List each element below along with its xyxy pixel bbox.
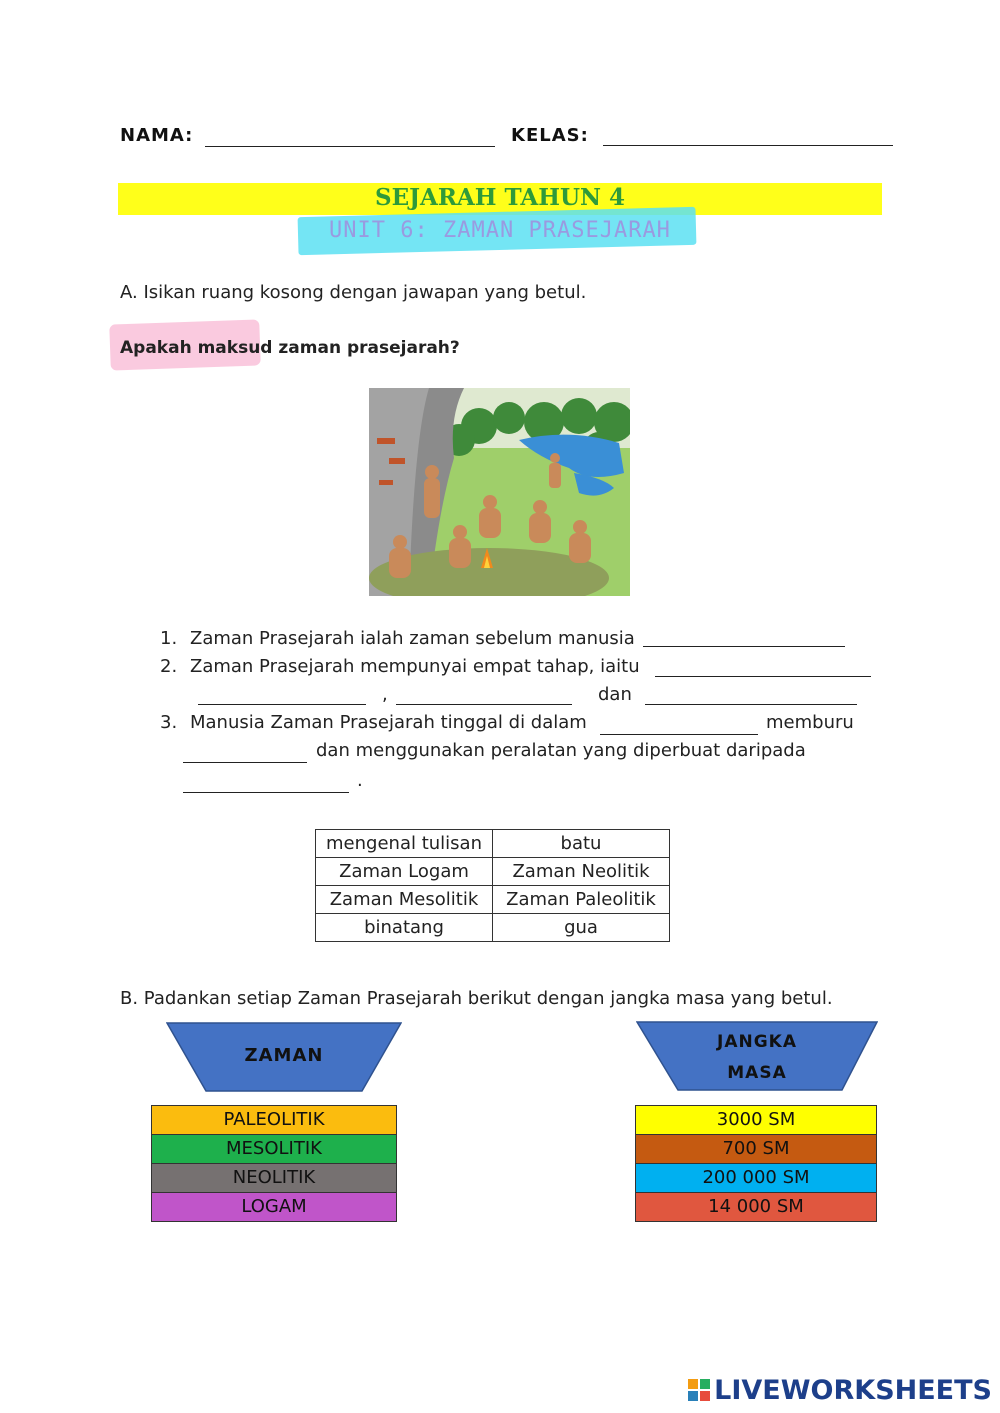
item-2-text: Zaman Prasejarah mempunyai empat tahap, iaitu — [190, 656, 640, 677]
section-b-instruction: B. Padankan setiap Zaman Prasejarah berikut dengan jangka masa yang betul. — [120, 988, 833, 1009]
nama-field[interactable] — [205, 146, 495, 147]
table-row — [316, 914, 670, 942]
kelas-label: KELAS: — [511, 125, 589, 146]
nama-label: NAMA: — [120, 125, 194, 146]
item-2-answer-field-4[interactable] — [645, 704, 857, 705]
item-3-answer-field-3[interactable] — [183, 792, 349, 793]
zaman-paleolitik[interactable]: PALEOLITIK — [151, 1105, 397, 1134]
liveworksheets-icon — [688, 1379, 710, 1401]
jangka-list — [635, 1105, 877, 1222]
page-subtitle: UNIT 6: ZAMAN PRASEJARAH — [329, 218, 671, 243]
zaman-list — [151, 1105, 397, 1222]
liveworksheets-logo — [688, 1375, 992, 1406]
item-2-answer-field-2[interactable] — [198, 704, 366, 705]
prehistoric-scene-image — [369, 388, 630, 596]
jangka-3000-sm[interactable]: 3000 SM — [635, 1105, 877, 1134]
word-cell: batu — [493, 830, 670, 858]
item-3-answer-field-1[interactable] — [600, 734, 758, 735]
kelas-field[interactable] — [603, 145, 893, 146]
item-3-period: . — [357, 770, 363, 791]
item-3-memburu: memburu — [766, 712, 854, 733]
jangka-header-line-2: MASA — [727, 1063, 787, 1083]
word-cell: gua — [493, 914, 670, 942]
jangka-14000-sm[interactable]: 14 000 SM — [635, 1192, 877, 1222]
item-2-answer-field-1[interactable] — [655, 676, 871, 677]
zaman-neolitik[interactable]: NEOLITIK — [151, 1163, 397, 1192]
word-cell: binatang — [316, 914, 493, 942]
word-bank-table — [315, 829, 670, 942]
brand-text: LIVEWORKSHEETS — [714, 1375, 992, 1406]
item-1-answer-field[interactable] — [643, 646, 845, 647]
word-cell: Zaman Paleolitik — [493, 886, 670, 914]
table-row — [316, 830, 670, 858]
item-3-text: Manusia Zaman Prasejarah tinggal di dalam — [190, 712, 587, 733]
item-3-answer-field-2[interactable] — [183, 762, 307, 763]
word-cell: Zaman Logam — [316, 858, 493, 886]
item-2-answer-field-3[interactable] — [396, 704, 572, 705]
item-2-number: 2. — [160, 656, 178, 677]
item-3-text-2: dan menggunakan peralatan yang diperbuat daripada — [316, 740, 806, 761]
zaman-logam[interactable]: LOGAM — [151, 1192, 397, 1222]
item-3-number: 3. — [160, 712, 178, 733]
zaman-mesolitik[interactable]: MESOLITIK — [151, 1134, 397, 1163]
item-2-comma: , — [382, 684, 388, 705]
item-2-dan: dan — [598, 684, 632, 705]
item-1-number: 1. — [160, 628, 178, 649]
jangka-700-sm[interactable]: 700 SM — [635, 1134, 877, 1163]
word-cell: Zaman Mesolitik — [316, 886, 493, 914]
table-row — [316, 886, 670, 914]
item-1-text: Zaman Prasejarah ialah zaman sebelum manusia — [190, 628, 635, 649]
table-row — [316, 858, 670, 886]
word-cell: mengenal tulisan — [316, 830, 493, 858]
zaman-header: ZAMAN — [244, 1045, 324, 1066]
jangka-200000-sm[interactable]: 200 000 SM — [635, 1163, 877, 1192]
section-a-instruction: A. Isikan ruang kosong dengan jawapan yang betul. — [120, 282, 587, 303]
jangka-header-line-1: JANGKA — [717, 1032, 797, 1052]
question-text: Apakah maksud zaman prasejarah? — [120, 338, 460, 358]
word-cell: Zaman Neolitik — [493, 858, 670, 886]
page-title: SEJARAH TAHUN 4 — [374, 184, 626, 211]
